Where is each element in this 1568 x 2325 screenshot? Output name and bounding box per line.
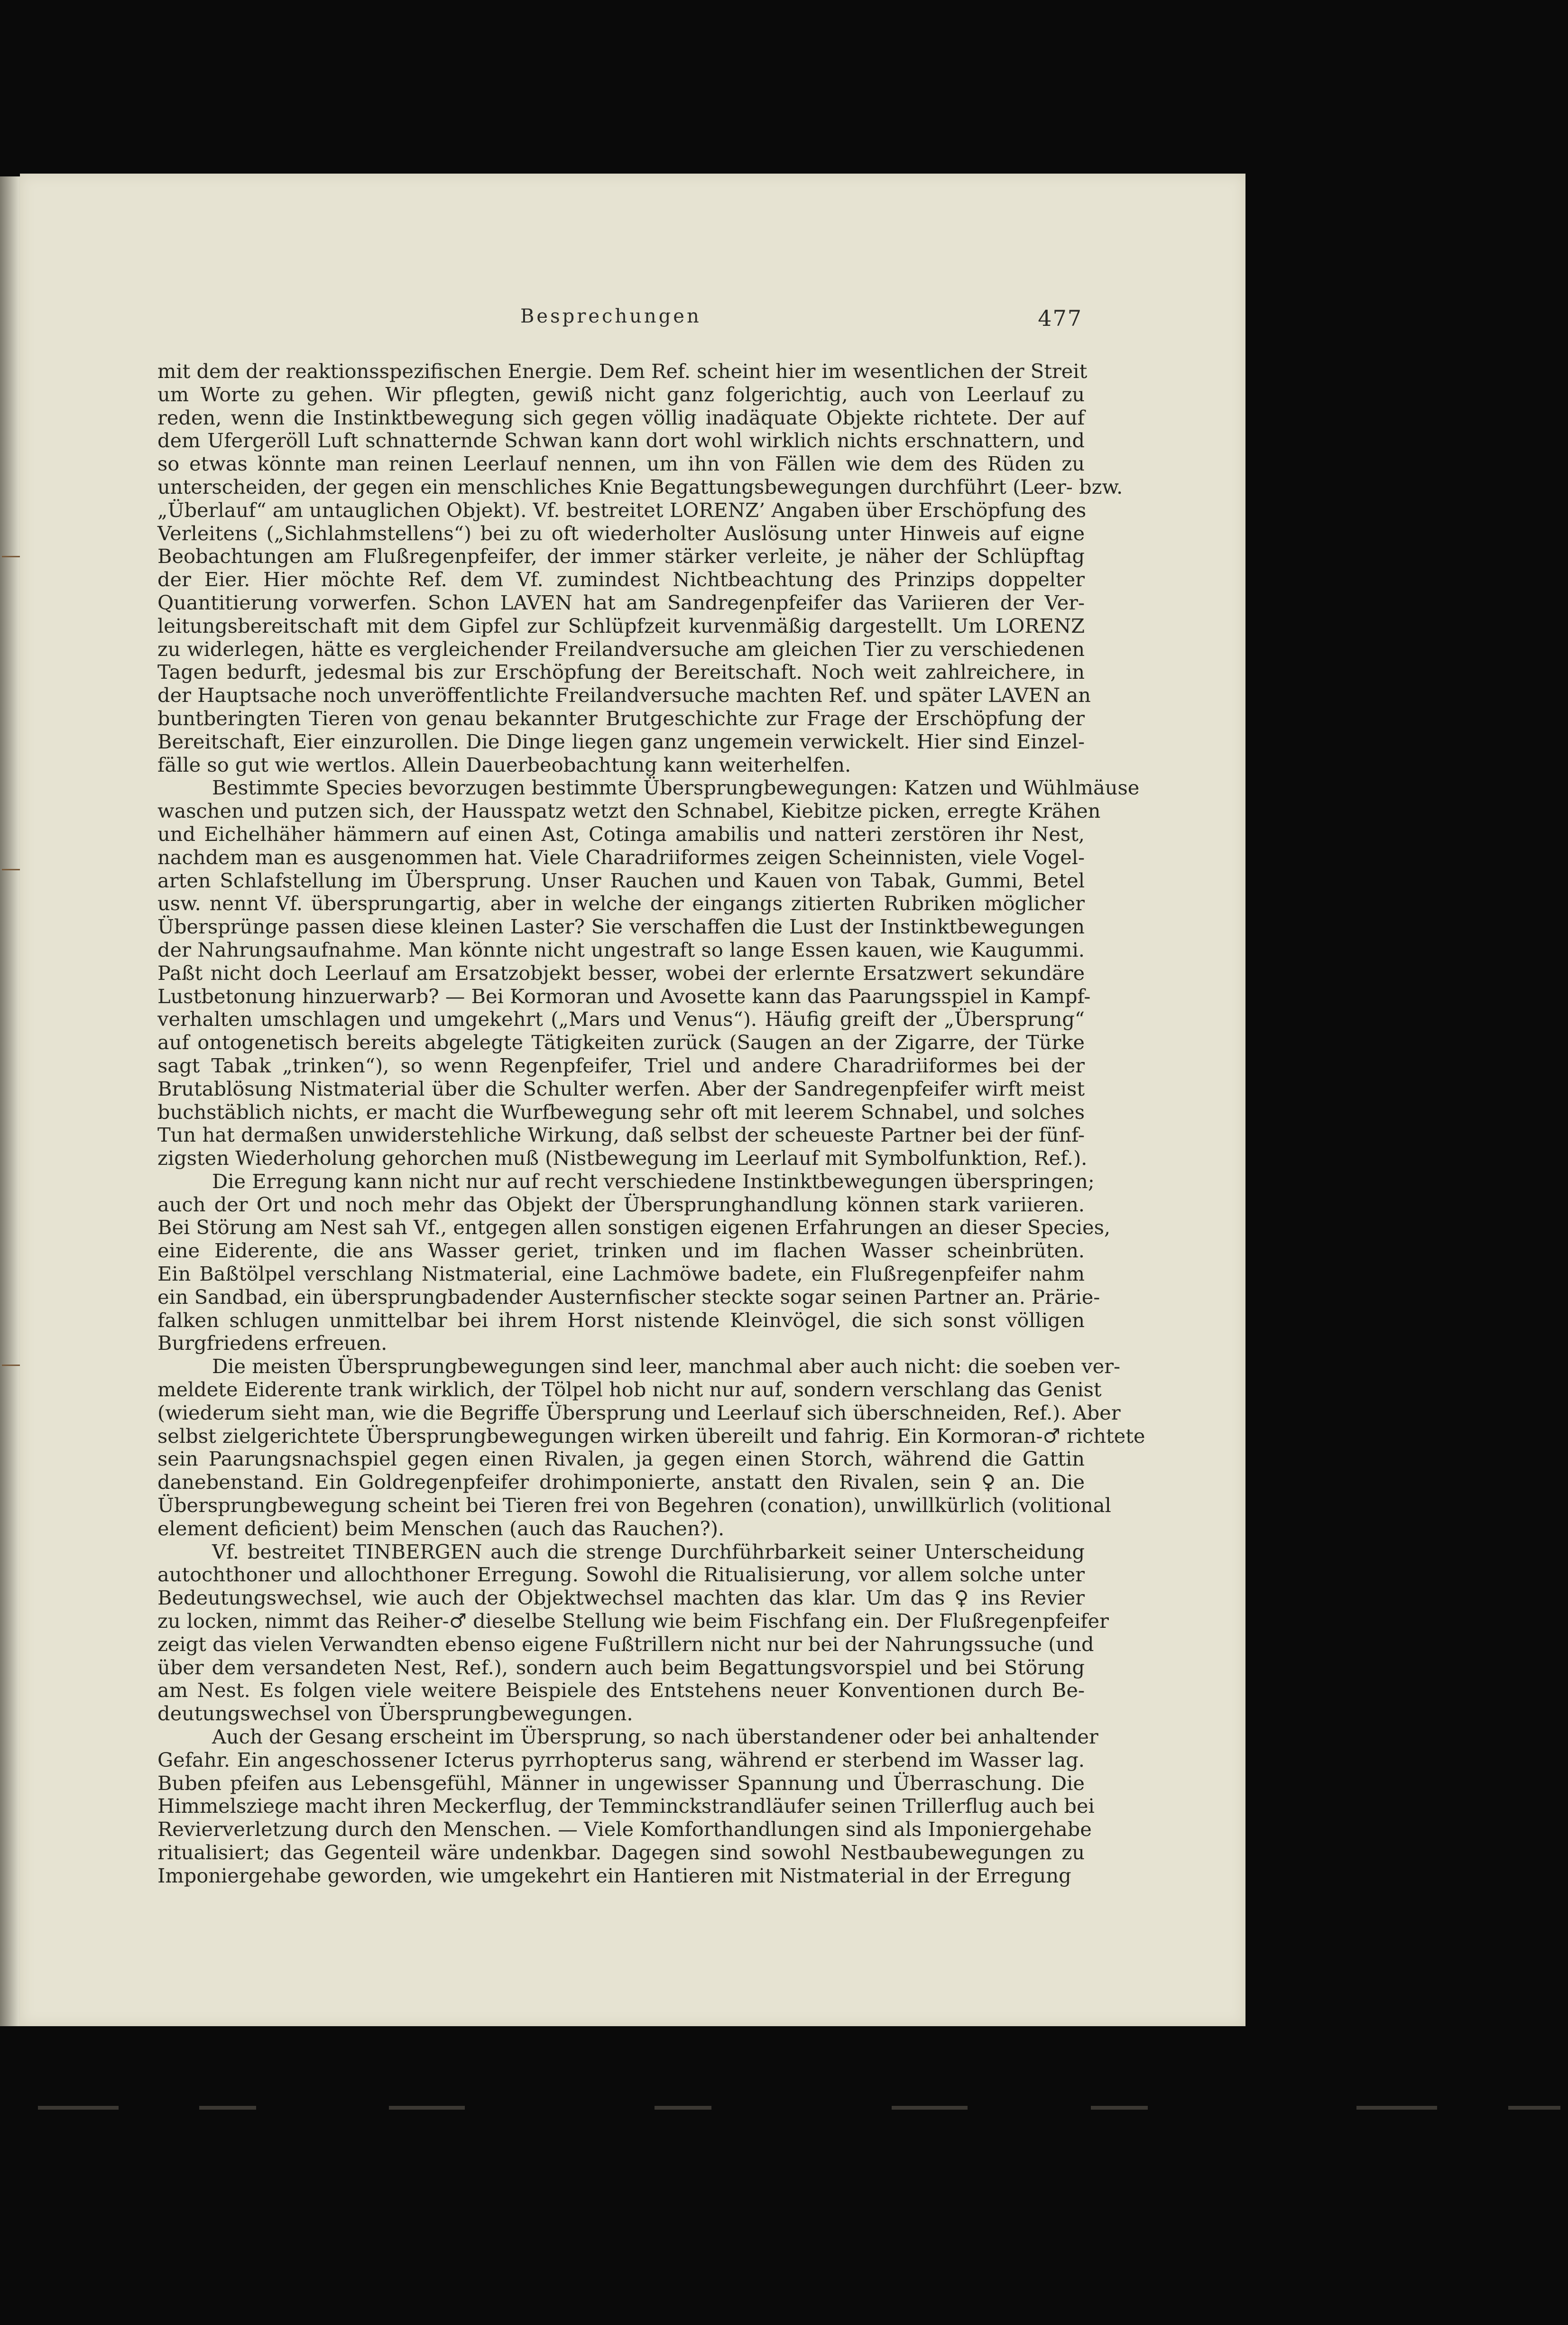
text-line: dem Ufergeröll Luft schnatternde Schwan kann dort wohl wirklich nichts erschnattern, und — [157, 429, 1085, 452]
text-line: „Überlauf“ am untauglichen Objekt). Vf. bestreitet LORENZ’ Angaben über Erschöpfung des — [157, 498, 1087, 522]
text-line: verhalten umschlagen und umgekehrt („Mars und Venus“). Häufig greift der „Übersprung“ — [157, 1007, 1085, 1031]
text-line: zu widerlegen, hätte es vergleichender Freilandversuche am gleichen Tier zu verschiedenen — [157, 637, 1085, 661]
text-line: Auch der Gesang erscheint im Übersprung, so nach überstandener oder bei anhaltender — [212, 1725, 1098, 1749]
text-line: fälle so gut wie wertlos. Allein Dauerbeobachtung kann weiterhelfen. — [157, 753, 851, 776]
text-line: Himmelsziege macht ihren Meckerflug, der Temminckstrandläufer seinen Trillerflug auch bei — [157, 1794, 1095, 1818]
text-line: zu locken, nimmt das Reiher-♂ dieselbe Stellung wie beim Fischfang ein. Der Flußregenpfeifer — [157, 1609, 1109, 1633]
text-line: sagt Tabak „trinken“), so wenn Regenpfeifer, Triel und andere Charadriiformes bei der — [157, 1053, 1085, 1077]
text-line: Bestimmte Species bevorzugen bestimmte Übersprungbewegungen: Katzen und Wühlmäuse — [212, 776, 1140, 800]
text-line: Bedeutungswechsel, wie auch der Objektwechsel machten das klar. Um das ♀ ins Revier — [157, 1586, 1085, 1610]
scan-bottom-strip — [0, 2101, 1568, 2115]
text-line: buchstäblich nichts, er macht die Wurfbewegung sehr oft mit leerem Schnabel, und solches — [157, 1100, 1085, 1124]
text-line: Verleitens („Sichlahmstellens“) bei zu oft wiederholter Auslösung unter Hinweis auf eigne — [157, 521, 1085, 545]
text-line: am Nest. Es folgen viele weitere Beispiele des Entstehens neuer Konventionen durch Be- — [157, 1679, 1085, 1702]
text-line: um Worte zu gehen. Wir pflegten, gewiß nicht ganz folgerichtig, auch von Leerlauf zu — [157, 382, 1085, 406]
text-line: Bei Störung am Nest sah Vf., entgegen allen sonstigen eigenen Erfahrungen an dieser Species, — [157, 1216, 1111, 1239]
text-line: sein Paarungsnachspiel gegen einen Rivalen, ja gegen einen Storch, während die Gattin — [157, 1447, 1085, 1471]
text-line: ein Sandbad, ein übersprungbadender Austernfischer steckte sogar seinen Partner an. Prärie- — [157, 1285, 1100, 1309]
text-line: Tun hat dermaßen unwiderstehliche Wirkung, daß selbst der scheueste Partner bei der fünf- — [157, 1123, 1085, 1147]
text-line: auch der Ort und noch mehr das Objekt der Übersprunghandlung können stark variieren. — [157, 1192, 1085, 1216]
text-line: Die meisten Übersprungbewegungen sind leer, manchmal aber auch nicht: die soeben ver- — [212, 1355, 1121, 1378]
book-page — [20, 174, 1245, 2026]
text-line: Übersprungbewegung scheint bei Tieren frei von Begehren (conation), unwillkürlich (volitional — [157, 1494, 1111, 1517]
text-line: Beobachtungen am Flußregenpfeifer, der immer stärker verleite, je näher der Schlüpftag — [157, 544, 1085, 568]
text-line: Paßt nicht doch Leerlauf am Ersatzobjekt besser, wobei der erlernte Ersatzwert sekundäre — [157, 961, 1085, 985]
text-line: buntberingten Tieren von genau bekannter Brutgeschichte zur Frage der Erschöpfung der — [157, 706, 1085, 730]
text-line: meldete Eiderente trank wirklich, der Tölpel hob nicht nur auf, sondern verschlang das Genist — [157, 1378, 1102, 1402]
text-line: waschen und putzen sich, der Hausspatz wetzt den Schnabel, Kiebitze picken, erregte Krähen — [157, 799, 1101, 823]
text-line: mit dem der reaktionsspezifischen Energie. Dem Ref. scheint hier im wesentlichen der Streit — [157, 360, 1088, 383]
page-number: 477 — [1038, 305, 1082, 331]
text-line: Übersprünge passen diese kleinen Laster? Sie verschaffen die Lust der Instinktbewegungen — [157, 915, 1085, 939]
text-line: danebenstand. Ein Goldregenpfeifer drohimponierte, anstatt den Rivalen, sein ♀ an. Die — [157, 1470, 1085, 1494]
text-line: Imponiergehabe geworden, wie umgekehrt ein Hantieren mit Nistmaterial in der Erregung — [157, 1864, 1071, 1887]
text-line: zigsten Wiederholung gehorchen muß (Nistbewegung im Leerlauf mit Symbolfunktion, Ref.). — [157, 1146, 1088, 1170]
text-line: zeigt das vielen Verwandten ebenso eigene Fußtrillern nicht nur bei der Nahrungssuche (und — [157, 1632, 1094, 1656]
text-line: der Eier. Hier möchte Ref. dem Vf. zumindest Nichtbeachtung des Prinzips doppelter — [157, 568, 1085, 591]
text-line: falken schlugen unmittelbar bei ihrem Horst nistende Kleinvögel, die sich sonst völligen — [157, 1308, 1085, 1332]
text-line: reden, wenn die Instinktbewegung sich gegen völlig inadäquate Objekte richtete. Der auf — [157, 406, 1085, 429]
text-line: deutungswechsel von Übersprungbewegungen. — [157, 1702, 633, 1725]
text-line: Bereitschaft, Eier einzurollen. Die Dinge liegen ganz ungemein verwickelt. Hier sind Einzel- — [157, 729, 1085, 753]
text-line: Burgfriedens erfreuen. — [157, 1331, 387, 1355]
text-line: leitungsbereitschaft mit dem Gipfel zur Schlüpfzeit kurvenmäßig dargestellt. Um LORENZ — [157, 614, 1085, 637]
text-line: Tagen bedurft, jedesmal bis zur Erschöpfung der Bereitschaft. Noch weit zahlreichere, in — [157, 660, 1085, 684]
text-line: usw. nennt Vf. übersprungartig, aber in welche der eingangs zitierten Rubriken möglicher — [157, 892, 1085, 915]
text-line: der Hauptsache noch unveröffentlichte Freilandversuche machten Ref. und später LAVEN an — [157, 683, 1091, 707]
text-line: Vf. bestreitet TINBERGEN auch die strenge Durchführbarkeit seiner Unterscheidung — [212, 1540, 1085, 1563]
text-line: unterscheiden, der gegen ein menschliches Knie Begattungsbewegungen durchführt (Leer- bzw. — [157, 475, 1123, 498]
text-line: Revierverletzung durch den Menschen. — Viele Komforthandlungen sind als Imponiergehabe — [157, 1818, 1092, 1841]
text-line: (wiederum sieht man, wie die Begriffe Übersprung und Leerlauf sich überschneiden, Ref.). Aber — [157, 1401, 1121, 1424]
text-line: Die Erregung kann nicht nur auf recht verschiedene Instinktbewegungen überspringen; — [212, 1169, 1095, 1193]
text-line: Quantitierung vorwerfen. Schon LAVEN hat am Sandregenpfeifer das Variieren der Ver- — [157, 590, 1085, 614]
text-line: eine Eiderente, die ans Wasser geriet, trinken und im flachen Wasser scheinbrüten. — [157, 1239, 1085, 1263]
text-line: Gefahr. Ein angeschossener Icterus pyrrhopterus sang, während er sterbend im Wasser lag. — [157, 1748, 1085, 1771]
text-line: so etwas könnte man reinen Leerlauf nennen, um ihn von Fällen wie dem des Rüden zu — [157, 452, 1085, 476]
text-line: nachdem man es ausgenommen hat. Viele Charadriiformes zeigen Scheinnisten, viele Vogel- — [157, 845, 1085, 869]
text-line: Buben pfeifen aus Lebensgefühl, Männer in ungewisser Spannung und Überraschung. Die — [157, 1771, 1085, 1795]
text-line: Brutablösung Nistmaterial über die Schulter werfen. Aber der Sandregenpfeifer wirft meist — [157, 1077, 1085, 1100]
text-line: ritualisiert; das Gegenteil wäre undenkbar. Dagegen sind sowohl Nestbaubewegungen zu — [157, 1841, 1085, 1864]
text-line: element deficient) beim Menschen (auch das Rauchen?). — [157, 1516, 725, 1540]
running-header — [520, 305, 1082, 339]
text-line: der Nahrungsaufnahme. Man könnte nicht ungestraft so lange Essen kauen, wie Kaugummi. — [157, 938, 1085, 961]
text-line: autochthoner und allochthoner Erregung. Sowohl die Ritualisierung, vor allem solche unter — [157, 1563, 1085, 1587]
text-line: Ein Baßtölpel verschlang Nistmaterial, eine Lachmöwe badete, ein Flußregenpfeifer nahm — [157, 1262, 1085, 1286]
text-line: auf ontogenetisch bereits abgelegte Tätigkeiten zurück (Saugen an der Zigarre, der Türke — [157, 1031, 1085, 1054]
text-line: arten Schlafstellung im Übersprung. Unser Rauchen und Kauen von Tabak, Gummi, Betel — [157, 868, 1085, 892]
running-title: Besprechungen — [520, 305, 701, 327]
text-line: selbst zielgerichtete Übersprungbewegungen wirken übereilt und fahrig. Ein Kormoran-♂ richtete — [157, 1424, 1145, 1448]
text-line: über dem versandeten Nest, Ref.), sondern auch beim Begattungsvorspiel und bei Störung — [157, 1655, 1085, 1679]
text-line: Lustbetonung hinzuerwarb? — Bei Kormoran und Avosette kann das Paarungsspiel in Kampf- — [157, 984, 1091, 1008]
body-text — [157, 360, 1145, 1888]
text-line: und Eichelhäher hämmern auf einen Ast, Cotinga amabilis und natteri zerstören ihr Nest, — [157, 822, 1085, 846]
